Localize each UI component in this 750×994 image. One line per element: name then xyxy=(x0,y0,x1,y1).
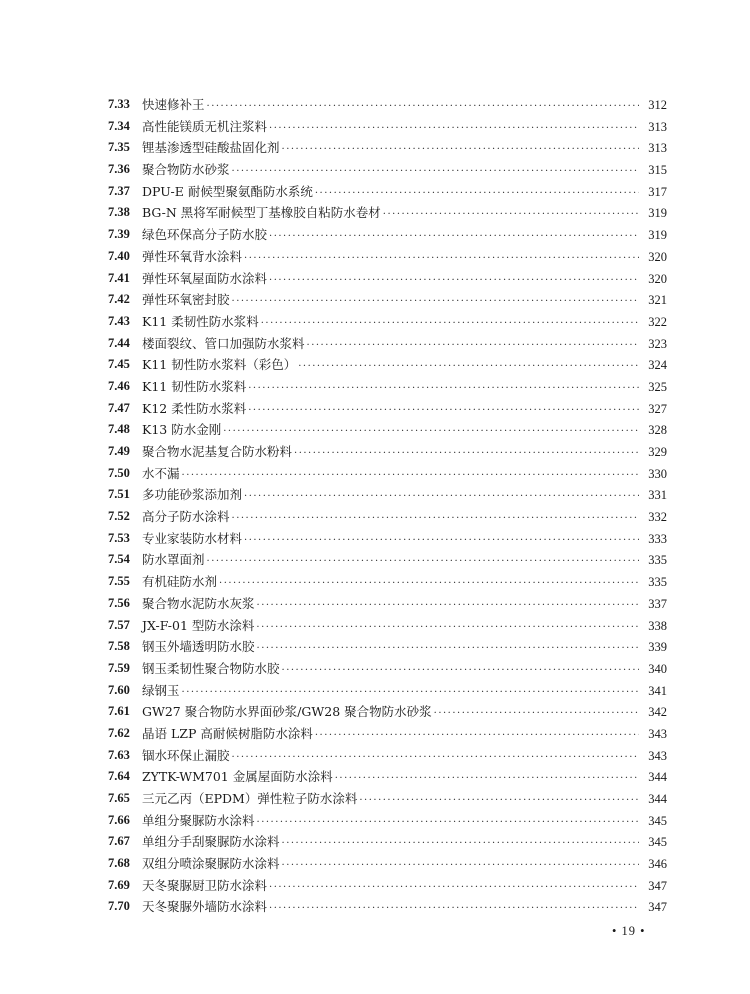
toc-entry-title: GW27 聚合物防水界面砂浆/GW28 聚合物防水砂浆 xyxy=(142,704,432,720)
toc-entry-page: 340 xyxy=(648,661,667,676)
toc-entry-number: 7.48 xyxy=(108,422,130,437)
toc-entry-line xyxy=(142,224,667,248)
toc-entry-line xyxy=(142,441,667,465)
toc-entry xyxy=(0,636,750,658)
toc-entry-line xyxy=(142,268,667,292)
toc-entry-page: 322 xyxy=(648,314,667,329)
toc-entry-line xyxy=(142,181,667,205)
toc-entry-page: 339 xyxy=(648,640,667,655)
toc-entry-page: 347 xyxy=(648,878,667,893)
toc-entry-line xyxy=(142,159,667,183)
toc-entry-number: 7.37 xyxy=(108,183,130,198)
toc-entry-line xyxy=(142,354,667,378)
toc-entry-page: 343 xyxy=(648,748,667,763)
toc-entry-page: 345 xyxy=(648,835,667,850)
toc-entry xyxy=(0,354,750,376)
toc-entry-line xyxy=(142,636,667,660)
toc-entry-line xyxy=(142,549,667,573)
toc-entry-number: 7.66 xyxy=(108,812,130,827)
toc-entry xyxy=(0,441,750,463)
toc-dot-leader xyxy=(248,378,639,400)
toc-entry-title: 弹性环氧屋面防水涂料 xyxy=(142,270,268,286)
toc-entry-number: 7.52 xyxy=(108,509,130,524)
toc-entry xyxy=(0,549,750,571)
toc-dot-leader xyxy=(335,768,639,790)
toc-entry-title: 弹性环氧背水涂料 xyxy=(142,248,243,264)
toc-entry-title: 单组分聚脲防水涂料 xyxy=(142,812,255,828)
toc-dot-leader xyxy=(315,725,639,747)
toc-entry-page: 331 xyxy=(648,488,667,503)
toc-entry-number: 7.40 xyxy=(108,248,130,263)
toc-entry-title: 聚合物水泥防水灰浆 xyxy=(142,595,255,611)
toc-entry-title: K11 柔韧性防水浆料 xyxy=(142,313,259,329)
toc-entry-number: 7.69 xyxy=(108,877,130,892)
table-of-contents xyxy=(0,94,750,918)
toc-entry xyxy=(0,766,750,788)
toc-entry xyxy=(0,788,750,810)
toc-entry-title: K12 柔性防水浆料 xyxy=(142,400,247,416)
toc-entry xyxy=(0,137,750,159)
toc-entry-line xyxy=(142,810,667,834)
toc-dot-leader xyxy=(434,703,639,725)
toc-entry-page: 333 xyxy=(648,531,667,546)
toc-entry-title: 专业家装防水材料 xyxy=(142,530,243,546)
toc-dot-leader xyxy=(298,356,639,378)
toc-entry-title: ZYTK-WM701 金属屋面防水涂料 xyxy=(142,769,333,785)
toc-entry xyxy=(0,202,750,224)
toc-dot-leader xyxy=(244,530,639,552)
toc-entry-page: 312 xyxy=(648,98,667,112)
toc-entry-number: 7.59 xyxy=(108,660,130,675)
toc-entry xyxy=(0,593,750,615)
toc-dot-leader xyxy=(282,139,639,161)
toc-entry-number: 7.61 xyxy=(108,704,130,719)
toc-entry-title: 绿色环保高分子防水胶 xyxy=(142,227,268,243)
toc-entry-line xyxy=(142,463,667,487)
toc-entry-page: 343 xyxy=(648,726,667,741)
toc-dot-leader xyxy=(269,270,639,292)
toc-dot-leader xyxy=(248,400,639,422)
toc-entry-number: 7.55 xyxy=(108,574,130,589)
toc-entry-page: 337 xyxy=(648,596,667,611)
toc-entry-line xyxy=(142,788,667,812)
toc-entry-page: 313 xyxy=(648,119,667,134)
toc-entry xyxy=(0,376,750,398)
toc-entry-number: 7.70 xyxy=(108,899,130,914)
toc-dot-leader xyxy=(269,118,639,140)
toc-entry-title: 快速修补王 xyxy=(142,97,205,112)
toc-entry-number: 7.65 xyxy=(108,791,130,805)
toc-entry-line xyxy=(142,311,667,335)
toc-entry-page: 317 xyxy=(648,184,667,199)
toc-entry xyxy=(0,723,750,745)
page-number-footer: • 19 • xyxy=(612,924,646,938)
toc-entry-line xyxy=(142,398,667,422)
toc-entry-page: 315 xyxy=(648,163,667,178)
toc-entry xyxy=(0,875,750,897)
toc-entry-line xyxy=(142,419,667,443)
toc-entry-line xyxy=(142,571,667,595)
toc-entry-title: 水不漏 xyxy=(142,465,180,481)
toc-entry-line xyxy=(142,831,667,855)
toc-dot-leader xyxy=(269,877,639,899)
toc-entry-page: 345 xyxy=(648,813,667,828)
toc-entry-line xyxy=(142,701,667,725)
toc-entry xyxy=(0,484,750,506)
toc-entry-number: 7.47 xyxy=(108,400,130,415)
toc-entry-page: 319 xyxy=(648,206,667,221)
toc-entry xyxy=(0,853,750,875)
toc-entry-page: 342 xyxy=(648,705,667,720)
toc-entry-title: 高性能镁质无机注浆料 xyxy=(142,118,268,134)
toc-dot-leader xyxy=(182,465,639,487)
toc-entry-number: 7.46 xyxy=(108,378,130,393)
toc-entry-number: 7.60 xyxy=(108,682,130,697)
toc-entry-number: 7.53 xyxy=(108,530,130,545)
toc-entry xyxy=(0,311,750,333)
toc-entry-number: 7.50 xyxy=(108,465,130,480)
toc-entry-number: 7.34 xyxy=(108,118,130,133)
toc-entry-title: 弹性环氧密封胶 xyxy=(142,292,230,308)
toc-entry-title: 锂基渗透型硅酸盐固化剂 xyxy=(142,140,280,156)
toc-entry-page: 328 xyxy=(648,423,667,438)
toc-entry-page: 338 xyxy=(648,618,667,633)
toc-entry-number: 7.33 xyxy=(108,97,130,111)
toc-entry-title: 聚合物水泥基复合防水粉料 xyxy=(142,444,293,459)
toc-entry-page: 320 xyxy=(648,249,667,264)
toc-entry-page: 320 xyxy=(648,271,667,286)
toc-entry-number: 7.57 xyxy=(108,617,130,632)
toc-entry-line xyxy=(142,376,667,400)
toc-entry-page: 335 xyxy=(648,553,667,568)
toc-entry xyxy=(0,831,750,853)
toc-entry-page: 344 xyxy=(648,770,667,785)
toc-entry xyxy=(0,116,750,138)
toc-entry xyxy=(0,896,750,918)
toc-entry-title: 聚合物防水砂浆 xyxy=(142,162,230,178)
toc-entry-number: 7.63 xyxy=(108,747,130,762)
toc-entry-number: 7.44 xyxy=(108,335,130,350)
toc-entry-number: 7.39 xyxy=(108,227,130,242)
toc-entry-line xyxy=(142,137,667,161)
toc-dot-leader xyxy=(257,812,639,834)
toc-entry-title: DPU-E 耐候型聚氨酯防水系统 xyxy=(142,183,313,199)
toc-entry-page: 325 xyxy=(648,379,667,394)
toc-entry xyxy=(0,94,750,116)
toc-entry-number: 7.68 xyxy=(108,856,130,871)
toc-entry-line xyxy=(142,680,667,704)
toc-entry-page: 347 xyxy=(648,900,667,915)
toc-entry-title: 防水罩面剂 xyxy=(142,552,205,568)
toc-entry xyxy=(0,615,750,637)
toc-entry-title: 双组分喷涂聚脲防水涂料 xyxy=(142,856,280,872)
toc-entry-page: 332 xyxy=(648,510,667,525)
toc-entry-title: 楼面裂纹、管口加强防水浆料 xyxy=(142,335,305,351)
toc-entry xyxy=(0,745,750,767)
toc-entry xyxy=(0,506,750,528)
toc-entry xyxy=(0,463,750,485)
toc-entry xyxy=(0,810,750,832)
toc-entry-line xyxy=(142,745,667,769)
toc-dot-leader xyxy=(282,855,639,877)
toc-entry-line xyxy=(142,723,667,747)
toc-entry-number: 7.49 xyxy=(108,444,130,458)
toc-entry-number: 7.35 xyxy=(108,140,130,155)
toc-entry-number: 7.38 xyxy=(108,205,130,220)
toc-entry-page: 335 xyxy=(648,575,667,590)
toc-entry xyxy=(0,680,750,702)
toc-dot-leader xyxy=(282,833,639,855)
toc-entry-page: 346 xyxy=(648,857,667,872)
toc-dot-leader xyxy=(257,638,639,660)
toc-dot-leader xyxy=(359,790,639,812)
toc-entry-title: BG-N 黑将军耐候型丁基橡胶自粘防水卷材 xyxy=(142,205,381,221)
toc-entry xyxy=(0,419,750,441)
toc-entry-page: 319 xyxy=(648,228,667,243)
toc-dot-leader xyxy=(232,161,639,183)
toc-entry xyxy=(0,289,750,311)
toc-entry xyxy=(0,528,750,550)
toc-entry xyxy=(0,246,750,268)
toc-entry xyxy=(0,658,750,680)
toc-entry-line xyxy=(142,289,667,313)
toc-entry xyxy=(0,268,750,290)
toc-entry-page: 330 xyxy=(648,466,667,481)
toc-entry-title: 高分子防水涂料 xyxy=(142,509,230,525)
toc-entry-number: 7.54 xyxy=(108,552,130,567)
toc-dot-leader xyxy=(244,248,639,270)
toc-entry-line xyxy=(142,593,667,617)
toc-entry xyxy=(0,398,750,420)
toc-dot-leader xyxy=(219,573,639,595)
toc-entry-line xyxy=(142,896,667,920)
toc-dot-leader xyxy=(207,551,639,573)
toc-dot-leader xyxy=(256,617,639,639)
toc-dot-leader xyxy=(257,595,639,617)
toc-entry-number: 7.56 xyxy=(108,595,130,610)
toc-entry-page: 323 xyxy=(648,336,667,351)
toc-dot-leader xyxy=(223,421,639,443)
toc-dot-leader xyxy=(269,226,639,248)
toc-entry-line xyxy=(142,528,667,552)
toc-dot-leader xyxy=(232,747,639,769)
toc-dot-leader xyxy=(232,508,639,530)
toc-entry-title: K11 韧性防水浆料 xyxy=(142,378,247,394)
toc-entry-number: 7.36 xyxy=(108,162,130,177)
toc-entry-line xyxy=(142,94,667,118)
toc-entry-number: 7.58 xyxy=(108,639,130,654)
toc-dot-leader xyxy=(182,682,639,704)
toc-entry-line xyxy=(142,202,667,226)
toc-entry-line xyxy=(142,658,667,682)
toc-entry-number: 7.62 xyxy=(108,725,130,740)
toc-entry xyxy=(0,181,750,203)
toc-entry-title: 绿钢玉 xyxy=(142,682,180,698)
toc-entry-line xyxy=(142,766,667,790)
toc-entry-title: 三元乙丙（EPDM）弹性粒子防水涂料 xyxy=(142,791,358,806)
toc-dot-leader xyxy=(232,291,639,313)
toc-entry xyxy=(0,159,750,181)
toc-entry xyxy=(0,224,750,246)
toc-entry-title: 单组分手刮聚脲防水涂料 xyxy=(142,834,280,850)
toc-entry-title: 天冬聚脲外墙防水涂料 xyxy=(142,899,268,915)
toc-entry-number: 7.51 xyxy=(108,487,130,502)
toc-entry-page: 341 xyxy=(648,683,667,698)
toc-entry-title: K11 韧性防水浆料（彩色） xyxy=(142,357,297,373)
toc-entry-line xyxy=(142,853,667,877)
toc-entry-line xyxy=(142,875,667,899)
toc-entry-line xyxy=(142,506,667,530)
toc-entry-title: 钢玉外墙透明防水胶 xyxy=(142,639,255,655)
toc-entry-title: 晶语 LZP 高耐候树脂防水涂料 xyxy=(142,725,313,741)
toc-entry-number: 7.41 xyxy=(108,270,130,285)
toc-entry-title: 多功能砂浆添加剂 xyxy=(142,487,243,503)
toc-entry-title: 锢水环保止漏胶 xyxy=(142,747,230,763)
toc-dot-leader xyxy=(315,183,639,205)
toc-entry xyxy=(0,701,750,723)
toc-entry-title: 有机硅防水剂 xyxy=(142,574,218,590)
toc-dot-leader xyxy=(307,335,639,357)
toc-entry-number: 7.43 xyxy=(108,313,130,328)
toc-dot-leader xyxy=(269,898,639,920)
toc-dot-leader xyxy=(261,313,639,335)
toc-dot-leader xyxy=(282,660,639,682)
toc-entry-number: 7.42 xyxy=(108,292,130,307)
toc-entry-title: 天冬聚脲厨卫防水涂料 xyxy=(142,877,268,893)
toc-entry-title: K13 防水金刚 xyxy=(142,422,222,438)
toc-entry-number: 7.64 xyxy=(108,769,130,784)
toc-entry-page: 329 xyxy=(648,445,667,459)
toc-dot-leader xyxy=(383,204,639,226)
toc-entry-line xyxy=(142,116,667,140)
toc-dot-leader xyxy=(294,443,639,465)
toc-entry xyxy=(0,571,750,593)
toc-entry-title: 钢玉柔韧性聚合物防水胶 xyxy=(142,660,280,676)
toc-entry-line xyxy=(142,484,667,508)
toc-dot-leader xyxy=(207,96,639,118)
toc-entry-page: 321 xyxy=(648,293,667,308)
toc-entry-page: 313 xyxy=(648,141,667,156)
toc-entry-title: JX-F-01 型防水涂料 xyxy=(142,617,255,633)
toc-dot-leader xyxy=(244,486,639,508)
toc-entry-line xyxy=(142,246,667,270)
toc-entry xyxy=(0,333,750,355)
toc-entry-page: 327 xyxy=(648,401,667,416)
toc-entry-page: 324 xyxy=(648,358,667,373)
toc-entry-line xyxy=(142,333,667,357)
toc-entry-number: 7.67 xyxy=(108,834,130,849)
toc-entry-line xyxy=(142,615,667,639)
toc-entry-page: 344 xyxy=(648,792,667,806)
toc-entry-number: 7.45 xyxy=(108,357,130,372)
